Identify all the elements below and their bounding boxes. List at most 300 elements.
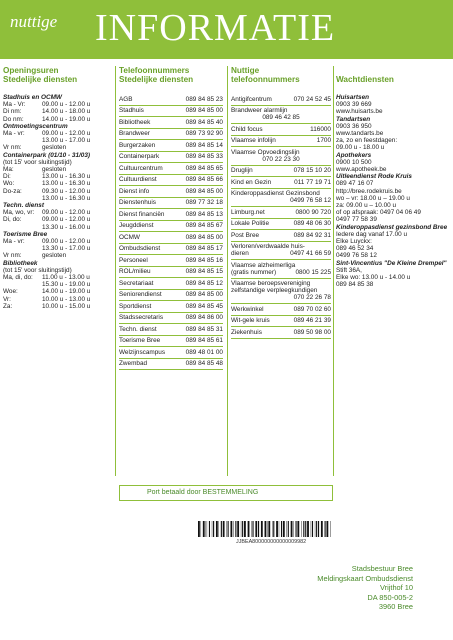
phone-number: 011 77 19 71 <box>294 178 331 186</box>
hours-day: Za: <box>3 302 13 310</box>
phone-row <box>119 336 223 348</box>
hours-time: 09.00 u - 12.00 u <box>42 238 91 246</box>
service-name-cont: (gratis nummer) <box>231 268 277 276</box>
hours-row <box>3 116 111 123</box>
postage-stamp-box <box>119 485 333 501</box>
barcode-bar <box>221 521 222 537</box>
hours-row <box>3 281 111 288</box>
address-line: 3960 Bree <box>378 602 413 612</box>
hours-time: 15.30 u - 19.00 u <box>42 281 91 289</box>
emergency-block <box>336 116 452 152</box>
service-name: Personeel <box>119 256 148 264</box>
phone-number: 089 84 92 31 <box>293 231 331 239</box>
emergency-line: Elke wo: 13.00 u - 14.00 u <box>336 274 411 282</box>
phone-line <box>231 329 331 336</box>
emergency-line: wo – vr: 18.00 u – 19.00 u <box>336 194 410 202</box>
barcode-bar <box>312 521 313 537</box>
service-name: Stadhuis <box>119 107 144 114</box>
phone-row <box>119 232 223 244</box>
phone-number: 089 84 85 33 <box>185 153 223 160</box>
barcode-bar <box>237 521 239 537</box>
hours-day: Di nm: <box>3 108 22 116</box>
phone-line <box>231 269 331 276</box>
service-name: Brandweer alarmlijn <box>231 107 288 114</box>
section-title: Bibliotheek <box>3 259 38 267</box>
emergency-title: Tandartsen <box>336 115 371 123</box>
phone-number: 0499 76 58 12 <box>290 197 331 204</box>
phone-number: 070 22 23 30 <box>262 155 300 163</box>
service-name: Bibliotheek <box>119 118 151 126</box>
opening-section <box>3 123 111 152</box>
useful-phone-row <box>231 304 331 316</box>
hours-row <box>3 195 111 202</box>
phone-row <box>119 106 223 118</box>
service-name: Ombudsdienst <box>119 245 161 252</box>
hours-row <box>3 274 111 281</box>
hours-row <box>3 216 111 223</box>
barcode <box>198 521 333 537</box>
useful-phone-row <box>231 106 331 125</box>
barcode-bar <box>242 521 243 537</box>
phone-line <box>231 126 331 133</box>
phone-number: 089 84 85 66 <box>185 176 223 183</box>
hours-day: Do-za: <box>3 187 22 195</box>
hours-time: 13.30 u - 17.00 u <box>42 245 91 253</box>
emergency-services-column <box>336 66 452 288</box>
address-line: Meldingskaart Ombudsdienst <box>317 573 413 583</box>
phone-row <box>119 359 223 371</box>
useful-phone-row <box>231 147 331 166</box>
hours-day: Di: <box>3 173 11 181</box>
hours-time: 09.00 u - 12.00 u <box>42 209 91 217</box>
service-name: Techn. dienst <box>119 325 157 333</box>
phone-number: 089 84 85 00 <box>185 291 223 298</box>
phone-row <box>119 163 223 175</box>
section-title: Stadhuis en OCMW <box>3 94 62 101</box>
emergency-line: 09.00 u - 18.00 u <box>336 144 385 152</box>
hours-time: 13.00 u - 16.30 u <box>42 173 91 181</box>
phone-line <box>231 306 331 313</box>
phone-line <box>231 250 331 257</box>
hours-day <box>3 224 42 231</box>
barcode-bar <box>318 521 319 537</box>
phone-number: 089 46 42 85 <box>262 114 300 121</box>
phone-row <box>119 313 223 325</box>
emergency-line: za, zo en feestdagen: <box>336 137 398 145</box>
emergency-line: www.tandarts.be <box>336 130 384 138</box>
phone-number: 089 46 21 39 <box>293 317 331 324</box>
service-name: Seniorendienst <box>119 291 162 298</box>
service-name: Werkwinkel <box>231 305 264 313</box>
phone-row <box>119 209 223 221</box>
hours-row <box>3 224 111 231</box>
barcode-bar <box>235 521 236 537</box>
hours-row <box>3 188 111 195</box>
barcode-bar <box>288 521 289 537</box>
opening-section <box>3 152 111 202</box>
useful-phone-row <box>231 136 331 148</box>
emergency-block <box>336 260 452 289</box>
emergency-title: Apothekers <box>336 151 372 159</box>
hours-time: 14.00 u - 19.00 u <box>42 288 91 296</box>
service-name: Kinderoppasdienst Gezinsbond <box>231 190 320 197</box>
phone-number: 089 84 85 23 <box>185 95 223 103</box>
service-name: ROL/milieu <box>119 268 151 275</box>
phone-number: 089 70 02 60 <box>293 305 331 313</box>
emergency-line: 0903 39 669 <box>336 101 372 109</box>
phone-number: 089 84 85 00 <box>185 233 223 241</box>
barcode-bar <box>216 521 218 537</box>
emergency-title: Uitleendienst Rode Kruis <box>336 173 412 181</box>
phone-number: 089 84 85 15 <box>185 268 223 275</box>
phone-row <box>119 267 223 279</box>
useful-phone-row <box>231 124 331 136</box>
hours-row <box>3 173 111 180</box>
service-name: Ziekenhuis <box>231 328 262 336</box>
service-name: Toerisme Bree <box>119 337 161 344</box>
section-title: Containerpark (01/10 - 31/03) <box>3 151 91 159</box>
emergency-line: www.huisarts.be <box>336 108 383 116</box>
service-name: Antigifcentrum <box>231 95 272 103</box>
service-name: Jeugddienst <box>119 222 154 229</box>
phone-row <box>119 186 223 198</box>
useful-phone-row <box>231 230 331 242</box>
barcode-bar <box>261 521 263 537</box>
phone-number: 089 48 06 30 <box>293 220 331 227</box>
address-line: Vrijthof 10 <box>379 583 413 593</box>
barcode-bar <box>276 521 278 537</box>
service-name: Verloren/verdwaalde huis- <box>231 243 305 250</box>
barcode-bar <box>252 521 253 537</box>
phone-number: 078 15 10 20 <box>293 167 331 174</box>
barcode-bar <box>248 521 250 537</box>
opening-section <box>3 231 111 260</box>
phone-number: 089 77 32 18 <box>185 199 223 206</box>
hours-row <box>3 144 111 151</box>
address-line: Stadsbestuur Bree <box>351 564 413 573</box>
phone-row <box>119 290 223 302</box>
hours-time: 13.30 u - 16.00 u <box>42 223 91 231</box>
hours-time: gesloten <box>42 166 67 174</box>
hours-row <box>3 252 111 259</box>
useful-phone-column <box>231 66 331 339</box>
hours-row <box>3 180 111 187</box>
hours-day: Vr nm: <box>3 252 22 260</box>
opening-hours-title: Openingsuren Stedelijke diensten <box>3 66 78 84</box>
phone-row <box>119 301 223 313</box>
service-name: Dienstenhuis <box>119 199 156 206</box>
hours-day: Ma - vr: <box>3 130 25 138</box>
emergency-line: www.apotheek.be <box>336 166 387 174</box>
phone-row <box>119 152 223 164</box>
phone-row <box>119 244 223 256</box>
return-address <box>317 564 413 612</box>
emergency-block <box>336 224 452 260</box>
hours-row <box>3 209 111 216</box>
service-name: Vlaamse alzheimerliga <box>231 261 296 269</box>
barcode-number: JJBEA800000000000009982 <box>236 539 307 545</box>
emergency-line: 0499 76 58 12 <box>336 252 377 260</box>
emergency-line: Stift 36A, <box>336 266 362 274</box>
useful-phone-row <box>231 166 331 178</box>
page-header <box>0 0 453 59</box>
emergency-block <box>336 152 452 174</box>
phone-line <box>231 209 331 216</box>
hours-time: 13.00 u - 17.00 u <box>42 137 91 145</box>
phone-number: 089 84 85 16 <box>185 256 223 264</box>
phone-line <box>231 317 331 324</box>
emergency-services-title: Wachtdiensten <box>336 75 394 84</box>
emergency-line: 0903 36 950 <box>336 122 372 130</box>
phone-line <box>231 232 331 239</box>
emergency-title: Kinderoppasdienst gezinsbond Bree <box>336 223 448 231</box>
emergency-line: http://bree.rodekruis.be <box>336 187 402 195</box>
barcode-bar <box>273 521 274 537</box>
phone-row <box>119 324 223 336</box>
phone-number: 089 84 85 45 <box>185 302 223 310</box>
header-small-title: nuttige <box>10 12 58 31</box>
phone-row <box>119 221 223 233</box>
barcode-bar <box>230 521 232 537</box>
barcode-bar <box>325 521 326 537</box>
hours-time: 09.30 u - 12.00 u <box>42 187 91 195</box>
section-title: Ontmoetingscentrum <box>3 122 68 130</box>
address-line: DA 850-005-2 <box>367 592 413 602</box>
hours-day <box>3 245 42 252</box>
hours-time: gesloten <box>42 144 67 152</box>
hours-row <box>3 238 111 245</box>
hours-time: 14.00 u - 18.00 u <box>42 108 91 116</box>
phone-number: 070 22 26 78 <box>293 294 331 301</box>
service-name: Vlaamse beroepsvereniging zelfstandige verpleegkundigen <box>231 280 318 294</box>
hours-row <box>3 303 111 310</box>
emergency-line: Elke Luyckx: <box>336 238 372 246</box>
useful-phone-row <box>231 94 331 106</box>
phone-row <box>119 175 223 187</box>
barcode-bar <box>213 521 214 537</box>
service-name: Burgerzaken <box>119 141 156 149</box>
phone-line <box>231 167 331 174</box>
hours-day: Vr: <box>3 295 11 303</box>
phone-number: 089 84 85 00 <box>185 107 223 114</box>
hours-time: 13.00 u - 16.30 u <box>42 180 91 188</box>
phone-number: 116000 <box>310 125 331 133</box>
phone-number: 089 84 85 48 <box>185 360 223 367</box>
barcode-bar <box>244 521 246 537</box>
column-divider <box>115 66 116 476</box>
service-name: Welzijnscampus <box>119 348 166 356</box>
hours-time: 09.00 u - 12.00 u <box>42 101 91 109</box>
service-name: OCMW <box>119 233 140 241</box>
phone-number: 089 84 85 31 <box>185 325 223 333</box>
phone-number: 089 84 85 13 <box>185 210 223 218</box>
phone-number: 0800 90 720 <box>295 208 331 216</box>
barcode-bar <box>255 521 257 537</box>
phone-number: 1700 <box>316 137 331 144</box>
phone-line <box>231 137 331 144</box>
phone-number: 070 24 52 45 <box>293 95 331 103</box>
opening-section <box>3 260 111 310</box>
section-note: (tot 15' voor sluitingstijd) <box>3 266 72 274</box>
phone-line <box>231 179 331 186</box>
hours-day <box>3 137 42 144</box>
barcode-bar <box>265 521 267 537</box>
hours-day: Wo: <box>3 180 15 188</box>
phone-line <box>231 96 331 103</box>
hours-day <box>3 281 42 288</box>
hours-time: 11.00 u - 13.00 u <box>42 274 90 282</box>
barcode-bar <box>291 521 293 537</box>
hours-row <box>3 130 111 137</box>
phone-number: 089 84 85 61 <box>185 337 223 344</box>
emergency-line: of op afspraak: 0497 04 06 49 <box>336 209 421 217</box>
service-name: Containerpark <box>119 153 160 160</box>
service-name: Limburg.net <box>231 208 265 216</box>
barcode-bar <box>316 521 317 537</box>
hours-day: Ma - vr: <box>3 238 25 246</box>
barcode-bar <box>268 521 270 537</box>
emergency-line: za: 09.00 u – 10.00 u <box>336 202 397 210</box>
useful-phone-row <box>231 260 331 279</box>
phone-number: 089 84 85 17 <box>185 245 223 252</box>
barcode-bar <box>228 521 229 537</box>
emergency-line: Iedere dag vanaf 17.00 u <box>336 230 408 238</box>
barcode-bar <box>209 521 210 537</box>
phone-line <box>231 220 331 227</box>
phone-number: 0497 41 66 59 <box>290 250 331 257</box>
barcode-bar <box>307 521 309 537</box>
phone-number: 089 84 85 67 <box>185 222 223 229</box>
barcode-bar <box>283 521 285 537</box>
useful-phone-row <box>231 207 331 219</box>
hours-time: 09.00 u - 12.00 u <box>42 130 91 138</box>
column-divider <box>227 66 228 476</box>
hours-day: Ma, wo, vr: <box>3 209 35 217</box>
phone-row <box>119 198 223 210</box>
service-name: Brandweer <box>119 130 150 137</box>
service-name: Dienst info <box>119 187 150 195</box>
useful-phone-row <box>231 177 331 189</box>
barcode-bar <box>203 521 205 537</box>
service-name: Child focus <box>231 125 263 133</box>
hours-time: 09.00 u - 12.00 u <box>42 216 91 224</box>
phone-row <box>119 278 223 290</box>
section-title: Techn. dienst <box>3 202 44 210</box>
barcode-bar <box>321 521 323 537</box>
hours-time: 10.00 u - 15.00 u <box>42 302 91 310</box>
service-name: Vlaamse infolijn <box>231 137 276 144</box>
barcode-bar <box>297 521 299 537</box>
service-name: Druglijn <box>231 167 253 174</box>
useful-phone-row <box>231 189 331 208</box>
service-name: AGB <box>119 95 133 103</box>
service-name: Lokale Politie <box>231 220 270 227</box>
emergency-line: 089 46 52 34 <box>336 245 374 253</box>
service-name: Post Bree <box>231 231 260 239</box>
phone-number: 089 84 85 14 <box>185 141 223 149</box>
useful-phone-row <box>231 219 331 231</box>
hours-time: gesloten <box>42 252 67 260</box>
hours-day: Ma, di, do: <box>3 274 33 282</box>
hours-row <box>3 166 111 173</box>
service-name: Sportdienst <box>119 302 152 310</box>
phone-row <box>119 255 223 267</box>
hours-day: Di, do: <box>3 216 22 224</box>
phone-row <box>119 117 223 129</box>
hours-day: Do nm: <box>3 115 24 123</box>
phone-row <box>119 94 223 106</box>
section-title: Toerisme Bree <box>3 230 48 238</box>
service-name: Secretariaat <box>119 279 154 287</box>
section-note: (tot 15' voor sluitingstijd) <box>3 158 72 166</box>
service-name: Stadssecretaris <box>119 314 164 321</box>
useful-phone-row <box>231 279 331 305</box>
useful-phone-title: Nuttige telefoonnummers <box>231 66 300 84</box>
opening-section <box>3 202 111 231</box>
column-divider <box>333 66 334 476</box>
phone-row <box>119 347 223 359</box>
opening-section <box>3 94 111 123</box>
hours-time: 10.00 u - 13.00 u <box>42 295 91 303</box>
hours-row <box>3 108 111 115</box>
hours-day <box>3 195 42 202</box>
hours-row <box>3 101 111 108</box>
service-name: Cultuurcentrum <box>119 164 163 172</box>
phone-number: 089 84 86 00 <box>185 314 223 321</box>
hours-time: 13.00 u - 16.30 u <box>42 194 91 202</box>
emergency-title: Sint-Vincentius "De Kleine Drempel" <box>336 259 447 267</box>
service-name: Zwembad <box>119 360 148 367</box>
service-name: Kind en Gezin <box>231 178 272 186</box>
phone-number: 089 73 92 90 <box>185 130 223 137</box>
city-phone-column <box>119 66 223 370</box>
city-phone-title: Telefoonnummers Stedelijke diensten <box>119 66 194 84</box>
hours-row <box>3 288 111 295</box>
phone-number: 089 48 01 00 <box>185 348 223 356</box>
hours-row <box>3 137 111 144</box>
barcode-bar <box>303 521 304 537</box>
emergency-block <box>336 173 452 223</box>
hours-day: Ma: <box>3 166 14 174</box>
phone-number: 089 84 85 40 <box>185 118 223 126</box>
emergency-title: Huisartsen <box>336 94 370 101</box>
service-name: Cultuurdienst <box>119 176 157 183</box>
barcode-bar <box>296 521 297 537</box>
barcode-bar <box>223 521 225 537</box>
hours-row <box>3 296 111 303</box>
hours-day: Ma - Vr: <box>3 101 26 109</box>
phone-number: 089 50 98 00 <box>293 328 331 336</box>
phone-row <box>119 140 223 152</box>
service-name: Dienst financiën <box>119 210 165 218</box>
barcode-bar <box>305 521 306 537</box>
phone-number: 089 84 85 65 <box>185 164 223 172</box>
service-name: Wit-gele kruis <box>231 317 270 324</box>
phone-number: 089 84 85 12 <box>185 279 223 287</box>
phone-row <box>119 129 223 141</box>
postage-text: Port betaald door BESTEMMELING <box>147 489 259 496</box>
useful-phone-row <box>231 316 331 328</box>
hours-day: Woe: <box>3 288 18 296</box>
useful-phone-row <box>231 242 331 261</box>
barcode-bar <box>326 521 328 537</box>
emergency-line: 0900 10 500 <box>336 158 372 166</box>
emergency-line: 0497 77 58 39 <box>336 216 377 224</box>
barcode-bar <box>198 521 200 537</box>
hours-row <box>3 245 111 252</box>
hours-day: Vr nm: <box>3 144 22 152</box>
header-big-title: INFORMATIE <box>95 7 336 49</box>
